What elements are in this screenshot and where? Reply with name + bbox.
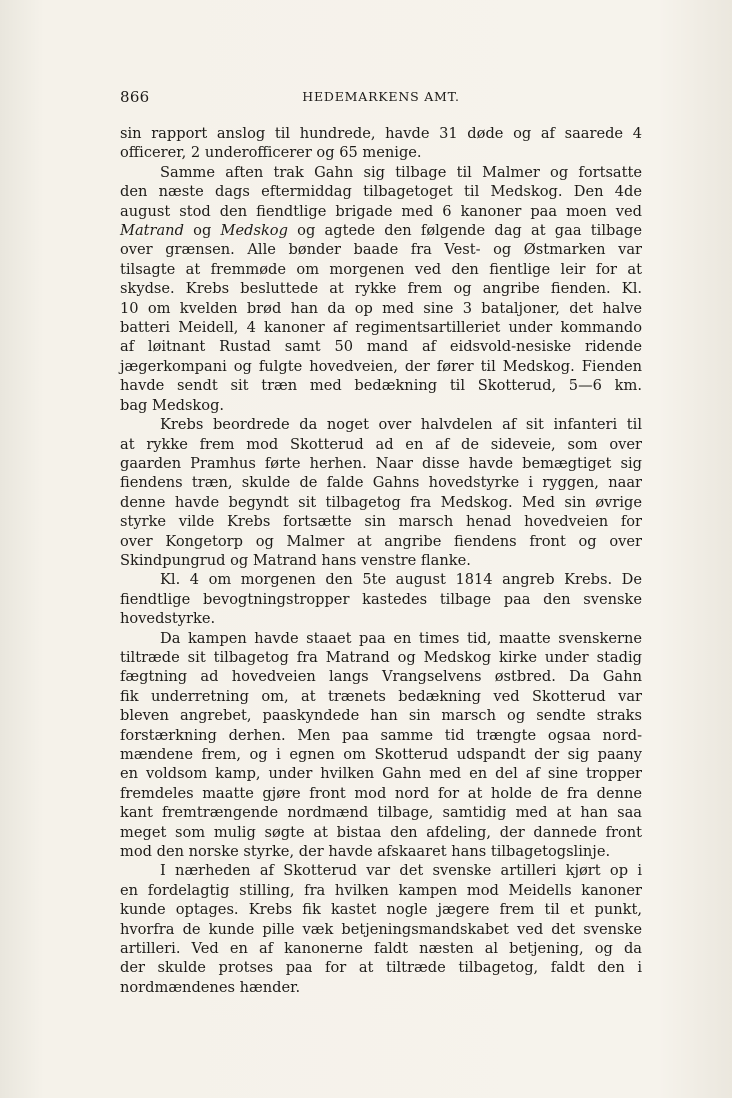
text-line: august stod den fiendtlige brigade med 6 kanoner paa moen ved xyxy=(120,202,642,220)
text-line: skydse. Krebs besluttede at rykke frem og angribe fienden. Kl. xyxy=(120,280,642,298)
text-line: Samme aften trak Gahn sig tilbage til Malmer og fortsatte xyxy=(160,163,642,181)
paragraph xyxy=(120,124,642,163)
text-line: den næste dags eftermiddag tilbagetoget til Medskog. Den 4de xyxy=(120,183,642,201)
text-line: bleven angrebet, paaskyndede han sin marsch og sendte straks xyxy=(120,707,642,725)
text-line: fiendtlige bevogtningstropper kastedes tilbage paa den svenske xyxy=(120,590,642,608)
text-line: fiendens træn, skulde de falde Gahns hovedstyrke i ryggen, naar xyxy=(120,474,642,492)
paragraph xyxy=(120,415,642,570)
paragraph xyxy=(120,629,642,862)
text-line: kunde optages. Krebs fik kastet nogle jægere frem til et punkt, xyxy=(120,901,642,919)
text-line: officerer, 2 underofficerer og 65 menige. xyxy=(120,144,422,162)
text-line: styrke vilde Krebs fortsætte sin marsch henad hovedveien for xyxy=(120,513,642,531)
text-line: meget som mulig søgte at bistaa den afdeling, der dannede front xyxy=(120,823,642,841)
text-line: over grænsen. Alle bønder baade fra Vest- og Østmarken var xyxy=(120,241,642,259)
body-text xyxy=(120,124,642,997)
text-line: Matrand og Medskog og agtede den følgende dag at gaa tilbage xyxy=(120,222,643,240)
text-line: gaarden Pramhus førte herhen. Naar disse havde bemægtiget sig xyxy=(120,454,642,472)
page-header xyxy=(120,88,642,110)
text-line: nordmændenes hænder. xyxy=(120,978,301,996)
text-line: jægerkompani og fulgte hovedveien, der fører til Medskog. Fienden xyxy=(120,357,642,375)
text-line: batteri Meidell, 4 kanoner af regimentsartilleriet under kommando xyxy=(120,319,642,337)
text-line: Kl. 4 om morgenen den 5te august 1814 angreb Krebs. De xyxy=(160,571,642,589)
paragraph xyxy=(120,163,642,415)
text-line: tiltræde sit tilbagetog fra Matrand og Medskog kirke under stadig xyxy=(120,648,642,666)
text-line: at rykke frem mod Skotterud ad en af de sideveie, som over xyxy=(120,435,642,453)
text-line: I nærheden af Skotterud var det svenske artilleri kjørt op i xyxy=(160,862,642,880)
text-line: hovedstyrke. xyxy=(120,610,216,628)
text-line: havde sendt sit træn med bedækning til Skotterud, 5—6 km. xyxy=(120,377,642,395)
text-line: hvorfra de kunde pille væk betjeningsmandskabet ved det svenske xyxy=(120,920,642,938)
text-line: der skulde protses paa for at tiltræde tilbagetog, faldt den i xyxy=(120,959,642,977)
page-number: 866 xyxy=(120,88,150,106)
text-line: en voldsom kamp, under hvilken Gahn med en del af sine tropper xyxy=(120,765,642,783)
running-title: HEDEMARKENS AMT. xyxy=(302,89,460,104)
text-line: artilleri. Ved en af kanonerne faldt næsten al betjening, og da xyxy=(120,940,642,958)
text-line: Da kampen havde staaet paa en times tid, maatte svenskerne xyxy=(160,629,642,647)
text-line: fremdeles maatte gjøre front mod nord for at holde de fra denne xyxy=(120,784,642,802)
text-line: af løitnant Rustad samt 50 mand af eidsvold-nesiske ridende xyxy=(120,338,642,356)
text-line: fik underretning om, at trænets bedækning ved Skotterud var xyxy=(120,687,642,705)
text-line: sin rapport anslog til hundrede, havde 31 døde og af saarede 4 xyxy=(120,125,642,142)
text-line: mændene frem, og i egnen om Skotterud udspandt der sig paany xyxy=(120,746,642,763)
text-line: Skindpungrud og Matrand hans venstre flanke. xyxy=(120,551,471,569)
paragraph xyxy=(120,570,642,628)
text-line: mod den norske styrke, der havde afskaaret hans tilbagetogslinje. xyxy=(120,843,611,861)
text-line: Krebs beordrede da noget over halvdelen af sit infanteri til xyxy=(160,416,642,434)
text-line: over Kongetorp og Malmer at angribe fiendens front og over xyxy=(120,532,642,550)
text-line: forstærkning derhen. Men paa samme tid trængte ogsaa nord- xyxy=(120,726,642,744)
text-line: bag Medskog. xyxy=(120,396,225,414)
text-line: en fordelagtig stilling, fra hvilken kampen mod Meidells kanoner xyxy=(120,881,642,899)
text-line: tilsagte at fremmøde om morgenen ved den fientlige leir for at xyxy=(120,260,642,278)
text-line: kant fremtrængende nordmænd tilbage, samtidig med at han saa xyxy=(120,804,642,822)
text-line: denne havde begyndt sit tilbagetog fra Medskog. Med sin øvrige xyxy=(120,493,642,511)
text-line: 10 om kvelden brød han da op med sine 3 bataljoner, det halve xyxy=(120,299,642,317)
text-line: fægtning ad hovedveien langs Vrangselvens østbred. Da Gahn xyxy=(120,668,642,686)
paragraph xyxy=(120,861,642,997)
